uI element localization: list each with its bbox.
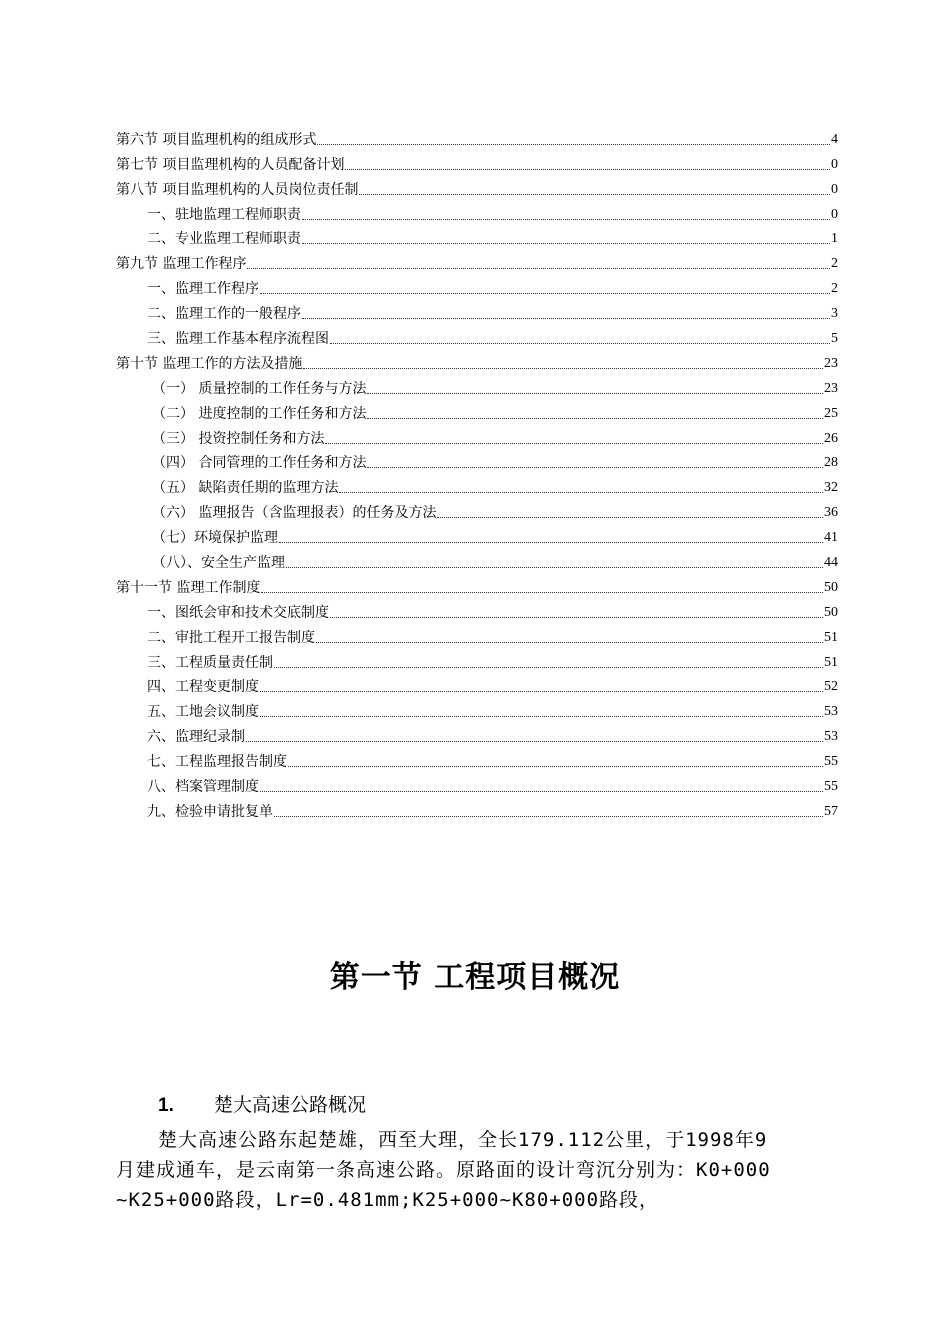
toc-entry[interactable]	[116, 771, 838, 796]
toc-entry-label: 八、档案管理制度	[147, 779, 259, 796]
toc-entry[interactable]	[116, 622, 838, 647]
toc-page-number: 26	[824, 430, 838, 446]
toc-entry-label: 三、监理工作基本程序流程图	[147, 331, 329, 348]
toc-entry-label: 一、监理工作程序	[147, 281, 259, 298]
toc-entry-label: （四） 合同管理的工作任务和方法	[152, 455, 367, 472]
toc-entry-label: 第十节 监理工作的方法及措施	[116, 355, 303, 372]
toc-page-number: 32	[824, 480, 838, 496]
toc-entry-label: 一、驻地监理工程师职责	[147, 206, 301, 223]
toc-dot-leader	[437, 516, 823, 518]
toc-entry-label: （七）环境保护监理	[152, 530, 278, 547]
toc-entry-label: 一、图纸会审和技术交底制度	[147, 604, 329, 621]
toc-entry[interactable]	[116, 448, 838, 473]
toc-entry-label: 二、审批工程开工报告制度	[147, 629, 315, 646]
toc-dot-leader	[260, 690, 823, 692]
toc-entry-label: 三、工程质量责任制	[147, 654, 273, 671]
toc-entry-label: 七、工程监理报告制度	[147, 754, 287, 771]
toc-page-number: 53	[824, 704, 838, 720]
toc-entry-label: （一） 质量控制的工作任务与方法	[152, 380, 367, 397]
toc-page-number: 5	[831, 331, 838, 347]
toc-entry-label: 第六节 项目监理机构的组成形式	[116, 131, 317, 148]
toc-page-number: 36	[824, 505, 838, 521]
toc-page-number: 0	[831, 156, 838, 172]
toc-dot-leader	[330, 342, 830, 344]
toc-entry-label: 四、工程变更制度	[147, 679, 259, 696]
table-of-contents	[116, 124, 838, 821]
toc-entry-label: 六、监理纪录制	[147, 729, 245, 746]
toc-page-number: 23	[824, 355, 838, 371]
toc-page-number: 55	[824, 754, 838, 770]
toc-page-number: 51	[824, 629, 838, 645]
toc-dot-leader	[260, 790, 823, 792]
toc-entry-label: 二、专业监理工程师职责	[147, 231, 301, 248]
paragraph-word: ，	[639, 1189, 660, 1211]
toc-entry[interactable]	[116, 796, 838, 821]
paragraph-word: ~	[116, 1189, 129, 1211]
toc-page-number: 23	[824, 380, 838, 396]
toc-page-number: 1	[831, 231, 838, 247]
toc-dot-leader	[261, 591, 823, 593]
toc-dot-leader	[367, 466, 823, 468]
toc-dot-leader	[359, 193, 830, 195]
toc-dot-leader	[260, 715, 823, 717]
toc-page-number: 0	[831, 206, 838, 222]
toc-page-number: 2	[831, 281, 838, 297]
toc-dot-leader	[330, 616, 823, 618]
toc-entry-label: （五） 缺陷责任期的监理方法	[152, 480, 339, 497]
toc-entry[interactable]	[116, 572, 838, 597]
body-paragraph	[116, 1125, 838, 1215]
toc-page-number: 57	[824, 803, 838, 819]
toc-dot-leader	[279, 541, 823, 543]
toc-entry[interactable]	[116, 348, 838, 373]
toc-entry[interactable]	[116, 224, 838, 249]
toc-page-number: 50	[824, 604, 838, 620]
toc-entry[interactable]	[116, 547, 838, 572]
toc-entry[interactable]	[116, 174, 838, 199]
toc-page-number: 25	[824, 405, 838, 421]
paragraph-word: Lr=0.481mm;K25+000	[275, 1189, 500, 1211]
paragraph-line: 楚大高速公路东起楚雄，西至大理，全长179.112公里，于1998年9	[158, 1129, 768, 1151]
toc-entry[interactable]	[116, 323, 838, 348]
toc-page-number: 3	[831, 306, 838, 322]
toc-entry-label: （六） 监理报告（含监理报表）的任务及方法	[152, 505, 437, 522]
toc-entry[interactable]	[116, 124, 838, 149]
subsection-title: 楚大高速公路概况	[214, 1094, 367, 1116]
toc-entry[interactable]	[116, 597, 838, 622]
toc-dot-leader	[303, 367, 823, 369]
toc-dot-leader	[302, 218, 830, 220]
toc-page-number: 4	[831, 131, 838, 147]
toc-entry[interactable]	[116, 522, 838, 547]
paragraph-word: K80+000	[511, 1189, 600, 1211]
paragraph-line	[116, 1185, 838, 1215]
toc-entry[interactable]	[116, 647, 838, 672]
toc-entry-label: 第九节 监理工作程序	[116, 256, 247, 273]
paragraph-word: 路	[599, 1189, 620, 1211]
toc-page-number: 0	[831, 181, 838, 197]
toc-entry-label: 二、监理工作的一般程序	[147, 306, 301, 323]
toc-page-number: 55	[824, 779, 838, 795]
toc-entry[interactable]	[116, 721, 838, 746]
subsection-heading	[158, 1090, 366, 1117]
toc-entry[interactable]	[116, 672, 838, 697]
toc-dot-leader	[367, 392, 823, 394]
toc-dot-leader	[302, 242, 830, 244]
toc-entry-label: （八）、安全生产监理	[152, 555, 285, 572]
toc-entry[interactable]	[116, 199, 838, 224]
paragraph-word: 路	[215, 1189, 236, 1211]
toc-entry[interactable]	[116, 497, 838, 522]
toc-page-number: 53	[824, 729, 838, 745]
paragraph-word: ，	[255, 1189, 276, 1211]
toc-entry[interactable]	[116, 746, 838, 771]
toc-entry[interactable]	[116, 298, 838, 323]
toc-entry[interactable]	[116, 696, 838, 721]
paragraph-word: K25+000	[128, 1189, 216, 1211]
toc-dot-leader	[274, 666, 823, 668]
toc-dot-leader	[288, 765, 823, 767]
subsection-number: 1.	[158, 1095, 174, 1116]
toc-dot-leader	[339, 491, 823, 493]
toc-entry[interactable]	[116, 472, 838, 497]
toc-page-number: 52	[824, 679, 838, 695]
toc-entry[interactable]	[116, 398, 838, 423]
toc-entry-label: 第七节 项目监理机构的人员配备计划	[116, 156, 345, 173]
toc-entry-label: 第十一节 监理工作制度	[116, 579, 261, 596]
toc-dot-leader	[345, 168, 830, 170]
toc-entry-label: （二） 进度控制的工作任务和方法	[152, 405, 367, 422]
toc-dot-leader	[247, 267, 830, 269]
toc-dot-leader	[367, 417, 823, 419]
toc-dot-leader	[325, 442, 823, 444]
toc-entry[interactable]	[116, 273, 838, 298]
toc-entry-label: 五、工地会议制度	[147, 704, 259, 721]
toc-dot-leader	[274, 815, 823, 817]
toc-page-number: 41	[824, 530, 838, 546]
paragraph-word: 段	[235, 1189, 256, 1211]
section-title: 第一节 工程项目概况	[329, 960, 621, 995]
toc-entry[interactable]	[116, 149, 838, 174]
toc-page-number: 28	[824, 455, 838, 471]
paragraph-line: 月建成通车，是云南第一条高速公路。原路面的设计弯沉分别为：K0+000	[116, 1159, 771, 1181]
toc-entry-label: 九、检验申请批复单	[147, 803, 273, 820]
paragraph-word: 段	[619, 1189, 640, 1211]
toc-dot-leader	[317, 143, 830, 145]
toc-dot-leader	[246, 740, 823, 742]
toc-dot-leader	[260, 292, 830, 294]
toc-dot-leader	[286, 566, 823, 568]
toc-entry-label: 第八节 项目监理机构的人员岗位责任制	[116, 181, 359, 198]
toc-page-number: 50	[824, 579, 838, 595]
toc-page-number: 51	[824, 654, 838, 670]
toc-page-number: 44	[824, 555, 838, 571]
toc-entry-label: （三） 投资控制任务和方法	[152, 430, 325, 447]
toc-entry[interactable]	[116, 423, 838, 448]
toc-dot-leader	[316, 641, 823, 643]
toc-page-number: 2	[831, 256, 838, 272]
toc-entry[interactable]	[116, 248, 838, 273]
toc-dot-leader	[302, 317, 830, 319]
toc-entry[interactable]	[116, 373, 838, 398]
paragraph-word: ~	[499, 1189, 512, 1211]
